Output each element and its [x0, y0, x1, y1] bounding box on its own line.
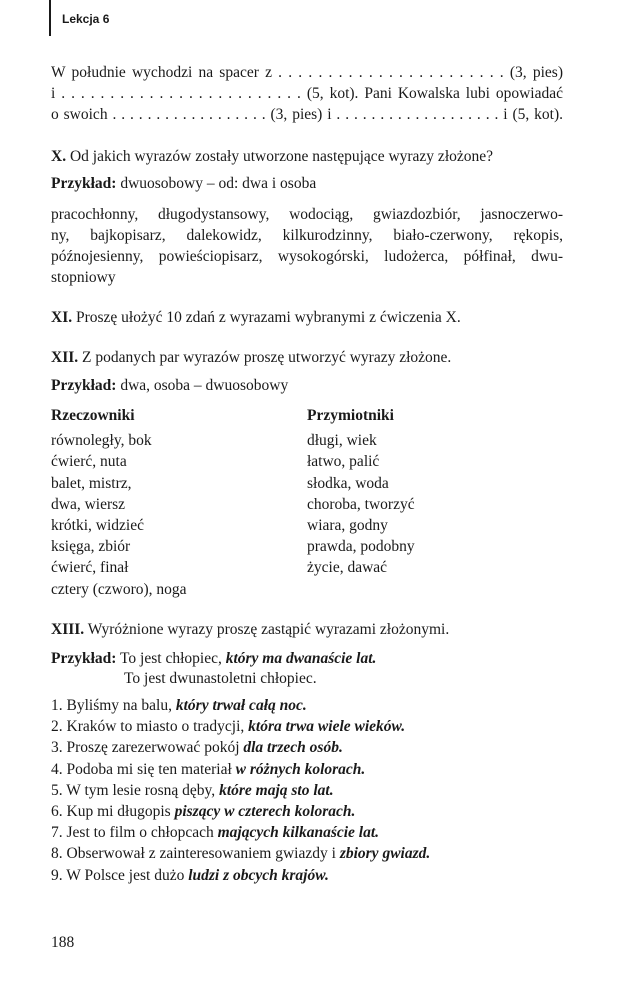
- list-item: krótki, widzieć: [51, 517, 144, 535]
- page-number: 188: [51, 934, 75, 951]
- exercise-10-line-1: pracochłonny, długodystansowy, wodociąg, gwiazdozbiór, jasnoczerwo-: [51, 206, 563, 223]
- list-item: 2. Kraków to miasto o tradycji, która trwa wiele wieków.: [51, 718, 406, 736]
- exercise-10-example: Przykład: dwuosobowy – od: dwa i osoba: [51, 175, 317, 192]
- exercise-10-number: X.: [51, 148, 67, 165]
- list-item: życie, dawać: [307, 559, 388, 577]
- list-item: 6. Kup mi długopis piszący w czterech kolorach.: [51, 803, 356, 821]
- exercise-12-number: XII.: [51, 349, 79, 366]
- exercise-10-line-3: późnojesienny, powieściopisarz, wysokogórski, ludożerca, półfinał, dwu-: [51, 248, 563, 265]
- exercise-11-instruction: XI. Proszę ułożyć 10 zdań z wyrazami wybranymi z ćwiczenia X.: [51, 309, 461, 326]
- list-item: łatwo, palić: [307, 453, 380, 471]
- nouns-header: Rzeczowniki: [51, 407, 135, 424]
- exercise-13-example-answer: To jest dwunastoletni chłopiec.: [124, 670, 317, 687]
- exercise-10-line-2: ny, bajkopisarz, dalekowidz, kilkurodzinny, biało-czerwony, rękopis,: [51, 227, 563, 244]
- list-item: 5. W tym lesie rosną dęby, które mają sto lat.: [51, 781, 334, 799]
- header-rule: [49, 0, 51, 36]
- list-item: cztery (czworo), noga: [51, 580, 187, 598]
- list-item: równoległy, bok: [51, 432, 152, 450]
- list-item: ćwierć, finał: [51, 559, 129, 577]
- exercise-13-number: XIII.: [51, 621, 85, 638]
- list-item: księga, zbiór: [51, 538, 131, 556]
- intro-line-3: o swoich . . . . . . . . . . . . . . . . . . (3, pies) i . . . . . . . . . . . . . . . . . . . i (5, kot).: [51, 106, 563, 123]
- list-item: dwa, wiersz: [51, 495, 126, 513]
- intro-line-1: W południe wychodzi na spacer z . . . . . . . . . . . . . . . . . . . . . . . (3, pies): [51, 64, 563, 81]
- list-item: ćwierć, nuta: [51, 453, 127, 471]
- list-item: długi, wiek: [307, 432, 377, 450]
- exercise-13-example: Przykład: To jest chłopiec, który ma dwanaście lat.: [51, 650, 377, 667]
- exercise-10-instruction: X. Od jakich wyrazów zostały utworzone następujące wyrazy złożone?: [51, 148, 494, 165]
- list-item: 4. Podoba mi się ten materiał w różnych kolorach.: [51, 760, 366, 778]
- exercise-11-number: XI.: [51, 309, 73, 326]
- list-item: 9. W Polsce jest dużo ludzi z obcych krajów.: [51, 866, 329, 884]
- nouns-column: [51, 405, 187, 600]
- list-item: 7. Jest to film o chłopcach mających kilkanaście lat.: [51, 824, 380, 842]
- intro-line-2: i . . . . . . . . . . . . . . . . . . . . . . . . . (5, kot). Pani Kowalska lubi opowiadać: [51, 85, 563, 102]
- list-item: wiara, godny: [307, 517, 388, 535]
- adjectives-column: [307, 405, 415, 579]
- list-item: 1. Byliśmy na balu, który trwał całą noc.: [51, 697, 307, 714]
- list-item: prawda, podobny: [307, 538, 415, 556]
- exercise-12-instruction: XII. Z podanych par wyrazów proszę utworzyć wyrazy złożone.: [51, 349, 452, 366]
- exercise-10-line-4: stopniowy: [51, 269, 116, 286]
- exercise-13-instruction: XIII. Wyróżnione wyrazy proszę zastąpić wyrazami złożonymi.: [51, 621, 450, 638]
- list-item: balet, mistrz,: [51, 474, 132, 492]
- exercise-12-example: Przykład: dwa, osoba – dwuosobowy: [51, 377, 289, 394]
- adjectives-header: Przymiotniki: [307, 407, 394, 424]
- list-item: 8. Obserwował z zainteresowaniem gwiazdy i zbiory gwiazd.: [51, 845, 431, 863]
- list-item: słodka, woda: [307, 474, 389, 492]
- lesson-header: Lekcja 6: [62, 12, 110, 26]
- list-item: choroba, tworzyć: [307, 495, 415, 513]
- exercise-13-list: [51, 695, 430, 886]
- list-item: 3. Proszę zarezerwować pokój dla trzech osób.: [51, 739, 343, 757]
